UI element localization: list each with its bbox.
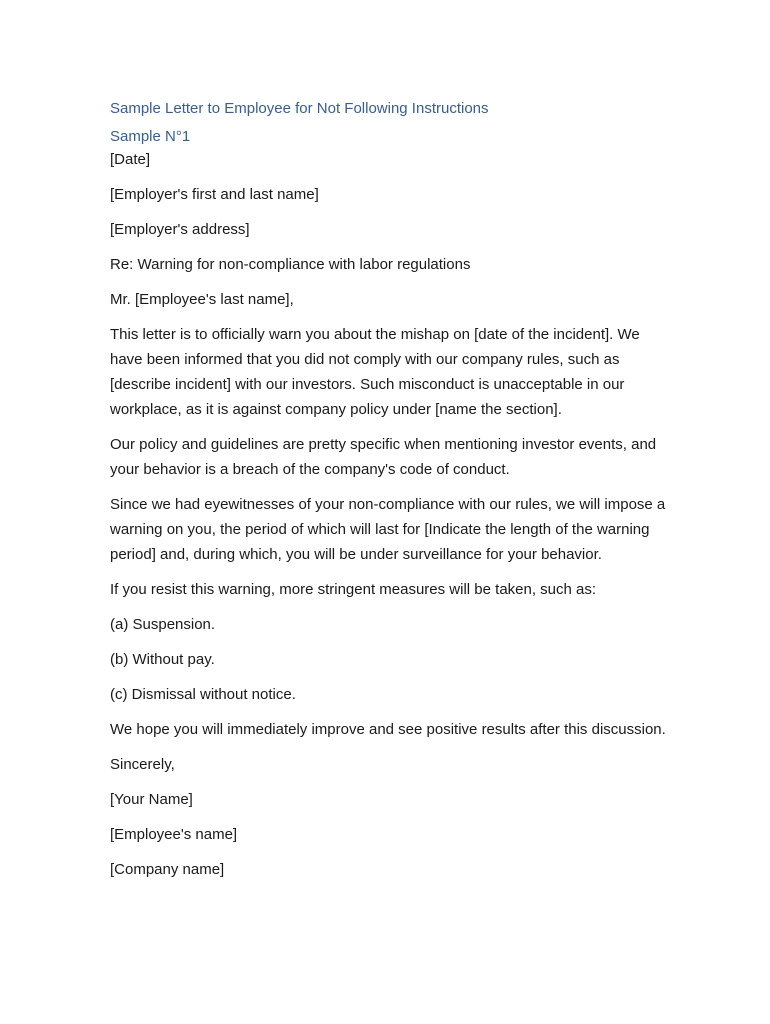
your-name: [Your Name] (110, 791, 193, 808)
employer-address: [Employer's address] (110, 221, 250, 238)
measure-item: (c) Dismissal without notice. (110, 686, 296, 703)
letter-subject: Re: Warning for non-compliance with labor regulations (110, 256, 471, 273)
body-paragraph: This letter is to officially warn you about the mishap on [date of the incident]. We have been informed that you did not comply with our company rules, such as [describe incident] with our investors. Such misconduct is unacceptable in our workplace, as it is against company policy under [name the section]. (110, 326, 640, 418)
company-name: [Company name] (110, 861, 225, 878)
measure-item: (a) Suspension. (110, 616, 216, 633)
employee-name: [Employee's name] (110, 826, 238, 843)
letter-date: [Date] (110, 151, 151, 168)
sign-off: Sincerely, (110, 756, 175, 773)
employer-name: [Employer's first and last name] (110, 186, 319, 203)
body-paragraph: Since we had eyewitnesses of your non-compliance with our rules, we will impose a warning on you, the period of which will last for [Indicate the length of the warning period] and, during which, you will be under surveillance for your behavior. (110, 496, 666, 563)
document-title: Sample Letter to Employee for Not Following Instructions (110, 100, 489, 117)
measure-item: (b) Without pay. (110, 651, 215, 668)
letter-salutation: Mr. [Employee's last name], (110, 291, 294, 308)
body-paragraph: If you resist this warning, more stringent measures will be taken, such as: (110, 581, 597, 598)
letter-document (110, 99, 670, 892)
sample-number: Sample N°1 (110, 128, 191, 145)
body-paragraph: Our policy and guidelines are pretty specific when mentioning investor events, and your behavior is a breach of the company's code of conduct. (110, 436, 657, 478)
closing-paragraph: We hope you will immediately improve and see positive results after this discussion. (110, 721, 666, 738)
